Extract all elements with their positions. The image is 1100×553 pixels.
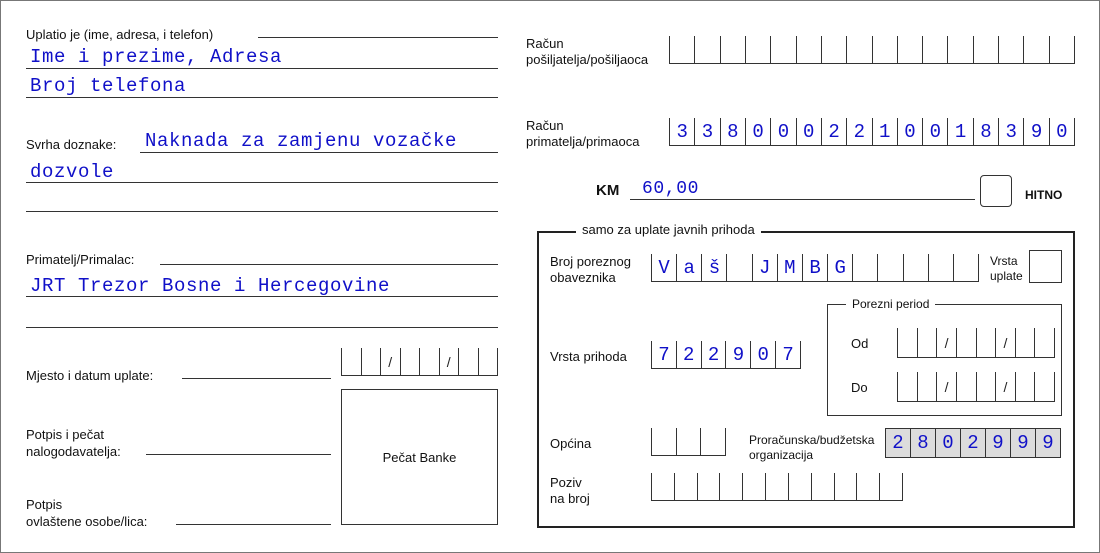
- box-cell[interactable]: 9: [1023, 118, 1048, 146]
- box-cell[interactable]: [742, 473, 765, 501]
- recipient-field[interactable]: JRT Trezor Bosne i Hercegovine: [30, 275, 391, 297]
- box-cell[interactable]: [903, 254, 928, 282]
- box-cell[interactable]: 3: [998, 118, 1023, 146]
- signature-payer-line: [146, 454, 331, 455]
- place-date-label: Mjesto i datum uplate:: [26, 368, 154, 383]
- payer-phone-field[interactable]: Broj telefona: [30, 75, 187, 97]
- km-label: KM: [596, 182, 620, 199]
- budget-org-label-2: organizacija: [749, 448, 814, 462]
- public-revenue-title: samo za uplate javnih prihoda: [576, 222, 761, 237]
- box-cell[interactable]: [922, 36, 947, 64]
- payment-date-boxes[interactable]: [341, 348, 498, 376]
- box-cell[interactable]: 2: [960, 428, 985, 458]
- box-cell[interactable]: 0: [1049, 118, 1075, 146]
- urgent-label: HITNO: [1025, 188, 1063, 202]
- box-cell[interactable]: 8: [910, 428, 935, 458]
- box-cell[interactable]: [856, 473, 879, 501]
- box-cell[interactable]: [834, 473, 857, 501]
- box-cell[interactable]: [726, 254, 751, 282]
- sender-account-boxes[interactable]: [669, 36, 1075, 64]
- box-cell[interactable]: 1: [947, 118, 972, 146]
- box-cell[interactable]: [811, 473, 834, 501]
- box-cell[interactable]: [1015, 372, 1035, 402]
- box-cell[interactable]: [458, 348, 478, 376]
- signature-payer-label-2: nalogodavatelja:: [26, 444, 121, 459]
- box-cell[interactable]: [651, 473, 674, 501]
- box-cell[interactable]: 9: [1010, 428, 1035, 458]
- box-cell[interactable]: 3: [669, 118, 694, 146]
- box-cell[interactable]: [676, 428, 701, 456]
- purpose-line-2: [26, 182, 498, 183]
- revenue-type-boxes[interactable]: [651, 341, 801, 369]
- box-cell[interactable]: 2: [701, 341, 726, 369]
- purpose-field-line1[interactable]: Naknada za zamjenu vozačke: [145, 130, 458, 152]
- box-cell[interactable]: a: [676, 254, 701, 282]
- taxpayer-no-label-2: obaveznika: [550, 270, 616, 285]
- recipient-label-line: [160, 264, 498, 265]
- recipient-account-label-2: primatelja/primaoca: [526, 134, 640, 149]
- box-cell[interactable]: [1034, 328, 1055, 358]
- purpose-line-3: [26, 211, 498, 212]
- recipient-account-boxes[interactable]: [669, 118, 1075, 146]
- payer-label-line: [258, 37, 498, 38]
- box-cell[interactable]: [651, 428, 676, 456]
- box-cell[interactable]: 7: [651, 341, 676, 369]
- box-cell[interactable]: [976, 328, 996, 358]
- recipient-label: Primatelj/Primalac:: [26, 252, 135, 267]
- box-cell[interactable]: /: [936, 328, 956, 358]
- period-from-boxes[interactable]: [897, 328, 1055, 358]
- taxpayer-no-label-1: Broj poreznog: [550, 254, 631, 269]
- municipality-label: Općina: [550, 436, 592, 451]
- box-cell[interactable]: 0: [922, 118, 947, 146]
- box-cell[interactable]: [998, 36, 1023, 64]
- box-cell[interactable]: [821, 36, 846, 64]
- payer-label: Uplatio je (ime, adresa, i telefon): [26, 27, 214, 42]
- box-cell[interactable]: /: [995, 328, 1015, 358]
- reference-boxes[interactable]: [651, 473, 903, 501]
- box-cell[interactable]: V: [651, 254, 676, 282]
- box-cell[interactable]: /: [380, 348, 400, 376]
- box-cell[interactable]: [341, 348, 361, 376]
- box-cell[interactable]: [719, 473, 742, 501]
- budget-org-label-1: Proračunska/budžetska: [749, 433, 875, 447]
- box-cell[interactable]: 0: [897, 118, 922, 146]
- box-cell[interactable]: [674, 473, 697, 501]
- period-to-boxes[interactable]: [897, 372, 1055, 402]
- box-cell[interactable]: 2: [885, 428, 910, 458]
- box-cell[interactable]: [897, 36, 922, 64]
- box-cell[interactable]: [478, 348, 499, 376]
- box-cell[interactable]: 0: [770, 118, 795, 146]
- sender-account-label-1: Račun: [526, 36, 564, 51]
- box-cell[interactable]: [947, 36, 972, 64]
- box-cell[interactable]: [897, 372, 917, 402]
- box-cell[interactable]: 0: [750, 341, 775, 369]
- reference-label-2: na broj: [550, 491, 590, 506]
- box-cell[interactable]: [1015, 328, 1035, 358]
- reference-label-1: Poziv: [550, 475, 582, 490]
- box-cell[interactable]: [700, 428, 726, 456]
- box-cell[interactable]: [1023, 36, 1048, 64]
- box-cell[interactable]: [400, 348, 420, 376]
- box-cell[interactable]: [1049, 36, 1075, 64]
- purpose-field-line2[interactable]: dozvole: [30, 161, 115, 183]
- box-cell[interactable]: 1: [872, 118, 897, 146]
- box-cell[interactable]: [770, 36, 795, 64]
- box-cell[interactable]: [897, 328, 917, 358]
- box-cell[interactable]: 7: [775, 341, 801, 369]
- box-cell[interactable]: [765, 473, 788, 501]
- box-cell[interactable]: J: [752, 254, 777, 282]
- period-from-label: Od: [851, 336, 869, 351]
- payment-type-box[interactable]: [1029, 250, 1062, 283]
- box-cell[interactable]: 2: [676, 341, 701, 369]
- box-cell[interactable]: [361, 348, 381, 376]
- box-cell[interactable]: š: [701, 254, 726, 282]
- box-cell[interactable]: [419, 348, 439, 376]
- box-cell[interactable]: [917, 372, 937, 402]
- signature-official-line: [176, 524, 331, 525]
- box-cell[interactable]: [953, 254, 979, 282]
- amount-line: [630, 199, 975, 200]
- box-cell[interactable]: 2: [821, 118, 846, 146]
- sender-account-label-2: pošiljatelja/pošiljaoca: [526, 52, 649, 67]
- box-cell[interactable]: [697, 473, 720, 501]
- payer-line-2: [26, 97, 498, 98]
- urgent-checkbox[interactable]: [980, 175, 1012, 207]
- taxpayer-no-boxes[interactable]: [651, 254, 979, 282]
- box-cell[interactable]: [796, 36, 821, 64]
- payment-type-label-2: uplate: [990, 269, 1023, 283]
- box-cell[interactable]: 8: [720, 118, 745, 146]
- box-cell[interactable]: [788, 473, 811, 501]
- purpose-label: Svrha doznake:: [26, 137, 117, 152]
- box-cell[interactable]: /: [995, 372, 1015, 402]
- box-cell[interactable]: [956, 372, 976, 402]
- box-cell[interactable]: /: [439, 348, 459, 376]
- box-cell[interactable]: 8: [973, 118, 998, 146]
- box-cell[interactable]: [872, 36, 897, 64]
- bank-stamp-label: Pečat Banke: [382, 449, 457, 465]
- box-cell[interactable]: G: [827, 254, 852, 282]
- recipient-line-2: [26, 327, 498, 328]
- bank-stamp-box: [341, 389, 498, 525]
- signature-official-label-1: Potpis: [26, 497, 63, 512]
- box-cell[interactable]: 2: [846, 118, 871, 146]
- box-cell[interactable]: 9: [985, 428, 1010, 458]
- box-cell[interactable]: [852, 254, 877, 282]
- box-cell[interactable]: [928, 254, 953, 282]
- box-cell[interactable]: [877, 254, 902, 282]
- box-cell[interactable]: [976, 372, 996, 402]
- box-cell[interactable]: 9: [1035, 428, 1061, 458]
- box-cell[interactable]: [694, 36, 719, 64]
- box-cell[interactable]: [720, 36, 745, 64]
- signature-official-label-2: ovlaštene osobe/lica:: [26, 514, 148, 529]
- box-cell[interactable]: /: [936, 372, 956, 402]
- signature-payer-label-1: Potpis i pečat: [26, 427, 105, 442]
- payer-name-address-field[interactable]: Ime i prezime, Adresa: [30, 46, 283, 68]
- box-cell[interactable]: [973, 36, 998, 64]
- period-to-label: Do: [851, 380, 868, 395]
- purpose-line-1: [140, 152, 498, 153]
- box-cell[interactable]: [956, 328, 976, 358]
- recipient-account-label-1: Račun: [526, 118, 564, 133]
- place-line: [182, 378, 331, 379]
- municipality-boxes[interactable]: [651, 428, 726, 456]
- box-cell[interactable]: [745, 36, 770, 64]
- box-cell[interactable]: 9: [725, 341, 750, 369]
- box-cell[interactable]: [879, 473, 903, 501]
- recipient-line-1: [26, 296, 498, 297]
- amount-field[interactable]: 60,00: [642, 179, 700, 199]
- payer-line-1: [26, 68, 498, 69]
- payment-type-label-1: Vrsta: [990, 254, 1018, 268]
- box-cell[interactable]: [846, 36, 871, 64]
- box-cell[interactable]: B: [802, 254, 827, 282]
- box-cell[interactable]: [669, 36, 694, 64]
- box-cell[interactable]: M: [777, 254, 802, 282]
- tax-period-title: Porezni period: [846, 297, 935, 311]
- budget-org-boxes[interactable]: [885, 428, 1061, 458]
- box-cell[interactable]: [917, 328, 937, 358]
- box-cell[interactable]: 0: [796, 118, 821, 146]
- box-cell[interactable]: 0: [745, 118, 770, 146]
- revenue-type-label: Vrsta prihoda: [550, 349, 627, 364]
- box-cell[interactable]: 3: [694, 118, 719, 146]
- box-cell[interactable]: 0: [935, 428, 960, 458]
- box-cell[interactable]: [1034, 372, 1055, 402]
